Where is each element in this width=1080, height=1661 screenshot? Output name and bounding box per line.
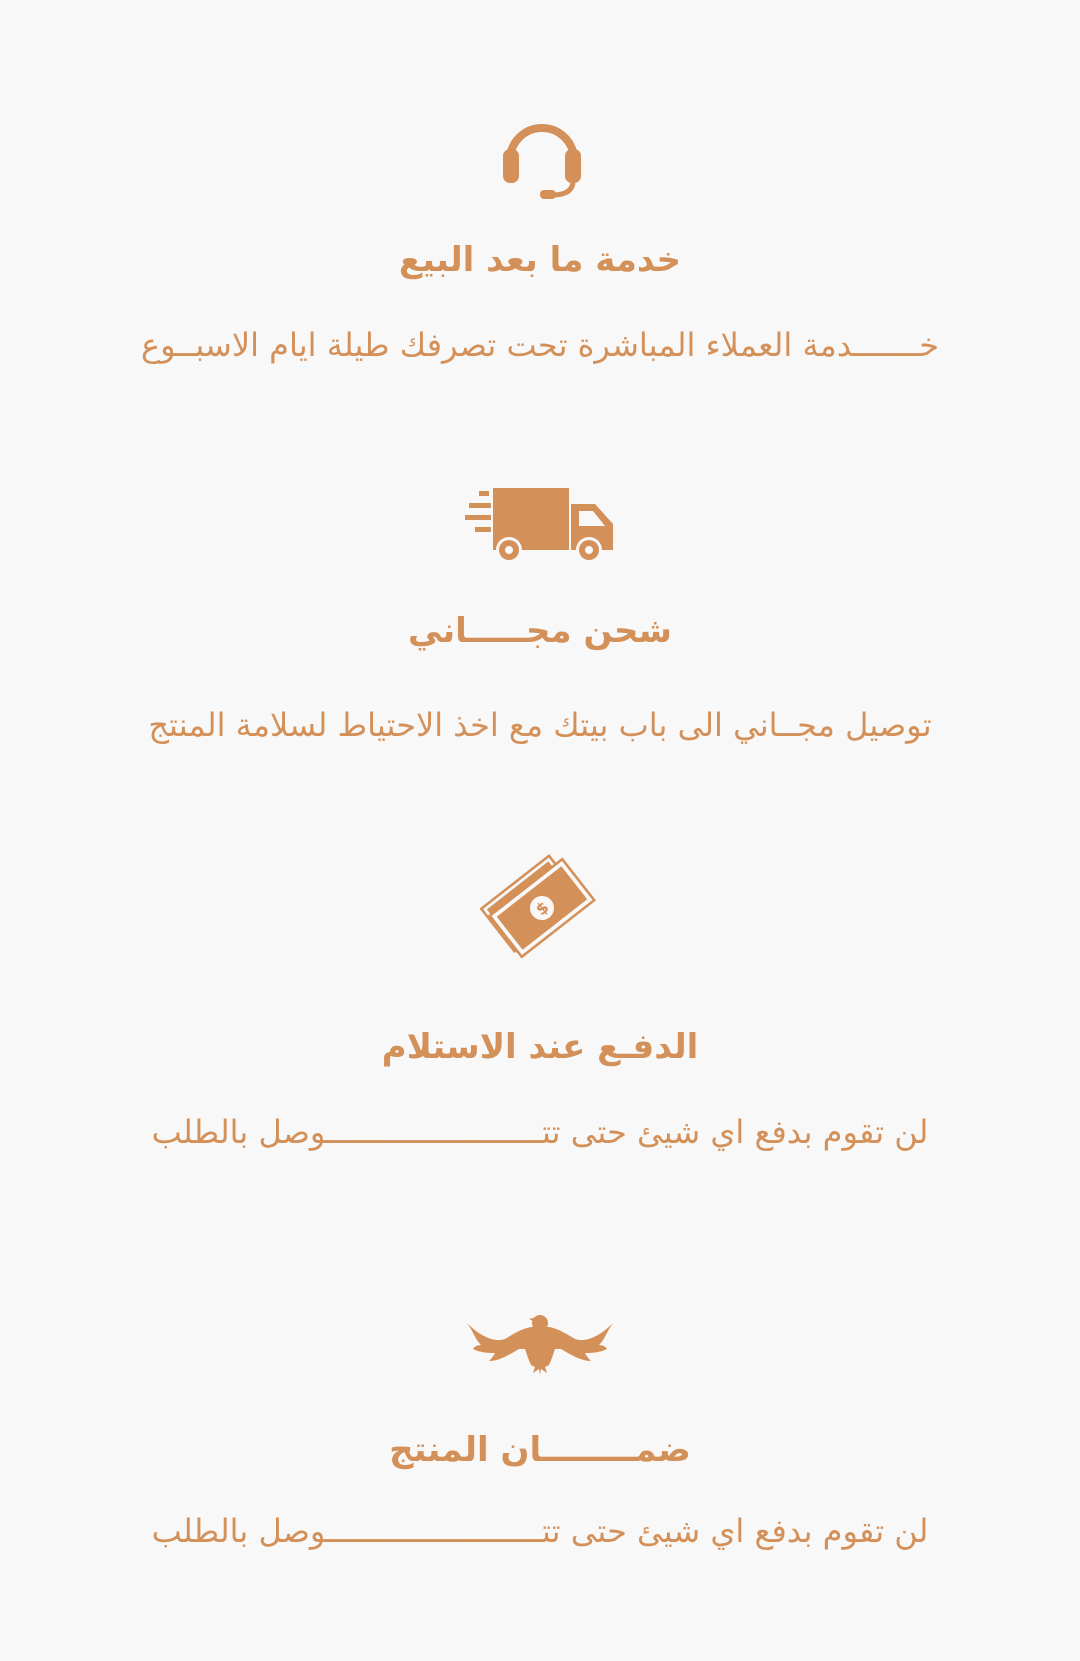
cash-on-delivery-title: الدفـع عند الاستلام [381,1027,699,1067]
product-guarantee-feature [0,1305,1080,1375]
free-shipping-description: توصيل مجــاني الى باب بيتك مع اخذ الاحتياط لسلامة المنتج [148,706,932,744]
cash-on-delivery-description: لن تقوم بدفع اي شيئ حتى تتـــــــــــــــــــــــوصل بالطلب [151,1113,929,1151]
headset-icon [490,105,590,205]
after-sales-title: خدمة ما بعد البيع [398,240,682,280]
cash-on-delivery-feature [0,850,1080,962]
svg-text:$: $ [532,897,553,920]
delivery-truck-icon [465,488,615,568]
cash-money-icon [480,850,600,962]
product-guarantee-title: ضمــــــــان المنتج [389,1430,691,1470]
eagle-icon [465,1305,615,1375]
free-shipping-feature [0,488,1080,568]
after-sales-feature [0,105,1080,205]
product-guarantee-description: لن تقوم بدفع اي شيئ حتى تتـــــــــــــــــــــــوصل بالطلب [151,1512,929,1550]
after-sales-description: خـــــــدمة العملاء المباشرة تحت تصرفك طيلة ايام الاسبــوع [141,326,939,364]
free-shipping-title: شحن مجـــــاني [408,611,672,651]
